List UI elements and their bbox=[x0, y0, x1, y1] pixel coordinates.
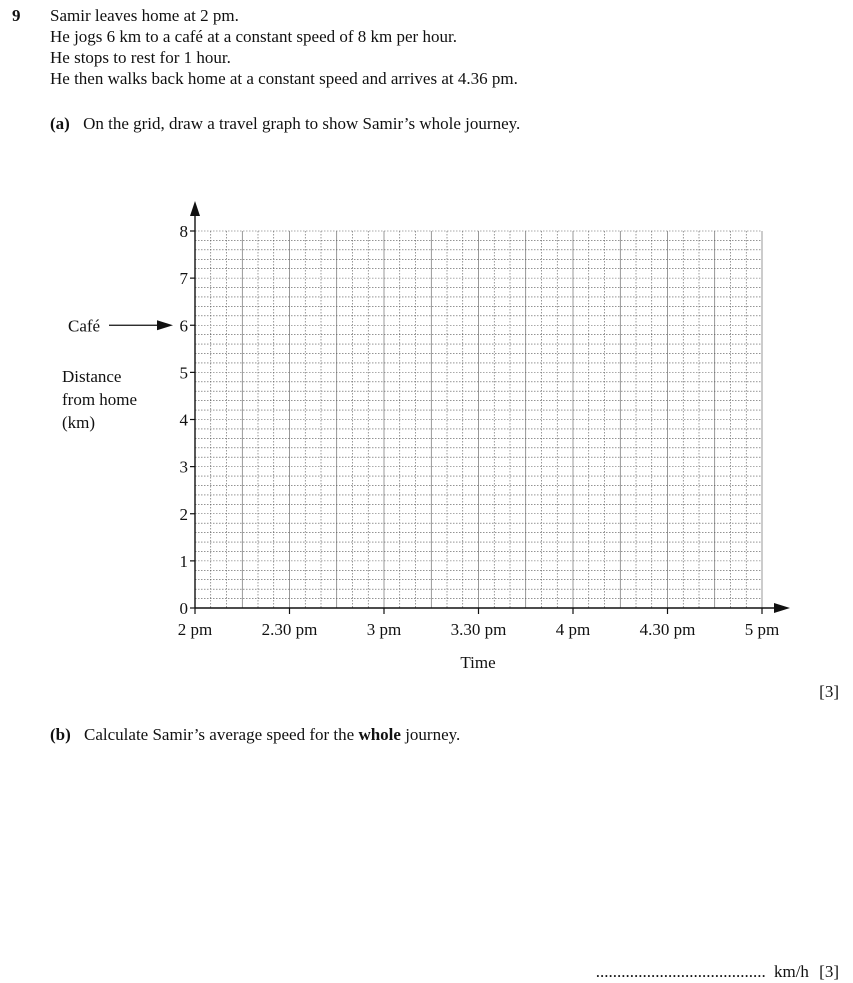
x-tick-label: 3.30 pm bbox=[450, 620, 507, 639]
x-tick-label: 5 pm bbox=[744, 620, 780, 639]
x-tick-label: 2.30 pm bbox=[261, 620, 318, 639]
y-tick-label: 8 bbox=[179, 222, 188, 241]
y-axis-label-line-3: (km) bbox=[62, 413, 96, 432]
question-line-4: He then walks back home at a constant speed and arrives at 4.36 pm. bbox=[50, 69, 518, 88]
cafe-arrow-head bbox=[157, 320, 173, 330]
cafe-arrow-icon bbox=[109, 320, 173, 330]
graph-grid bbox=[195, 231, 762, 608]
cafe-annotation-label: Café bbox=[68, 316, 101, 336]
y-tick-label: 2 bbox=[179, 504, 188, 524]
part-a-marks: [3] bbox=[819, 682, 839, 701]
y-tick-label: 7 bbox=[179, 269, 188, 289]
x-axis-arrow-icon bbox=[774, 603, 790, 613]
y-tick-label: 4 bbox=[179, 410, 188, 430]
y-axis-arrow-icon bbox=[190, 201, 200, 216]
part-a-text: On the grid, draw a travel graph to show Samir’s whole journey. bbox=[83, 114, 521, 133]
x-tick-label: 4 pm bbox=[555, 620, 591, 639]
y-axis-label-line-2: from home bbox=[62, 390, 138, 409]
y-tick-label: 5 bbox=[179, 363, 188, 383]
y-tick-label: 0 bbox=[179, 599, 188, 618]
question-number: 9 bbox=[12, 6, 21, 25]
part-a-label: (a) bbox=[50, 114, 70, 133]
part-b bbox=[50, 725, 460, 745]
x-tick-label: 4.30 pm bbox=[639, 620, 696, 639]
part-b-text-before: Calculate Samir’s average speed for the bbox=[84, 725, 359, 744]
answer-line bbox=[596, 962, 839, 982]
x-tick-label: 3 pm bbox=[366, 620, 402, 639]
part-b-text-bold: whole bbox=[358, 725, 401, 744]
answer-dots[interactable]: ........................................ bbox=[595, 962, 766, 981]
part-b-marks: [3] bbox=[819, 962, 839, 981]
question-line-2: He jogs 6 km to a café at a constant speed of 8 km per hour. bbox=[50, 27, 457, 46]
question-line-3: He stops to rest for 1 hour. bbox=[50, 48, 231, 67]
part-b-text-after: journey. bbox=[400, 725, 461, 744]
question-line-1: Samir leaves home at 2 pm. bbox=[50, 6, 239, 25]
y-tick-label: 1 bbox=[179, 551, 188, 571]
x-tick-label: 2 pm bbox=[177, 620, 213, 639]
answer-unit: km/h bbox=[773, 962, 809, 981]
y-tick-label: 3 bbox=[179, 457, 188, 477]
y-tick-label: 6 bbox=[179, 316, 188, 336]
part-b-label: (b) bbox=[50, 725, 71, 744]
y-axis-label-line-1: Distance bbox=[62, 367, 122, 386]
x-axis-label: Time bbox=[460, 653, 496, 672]
